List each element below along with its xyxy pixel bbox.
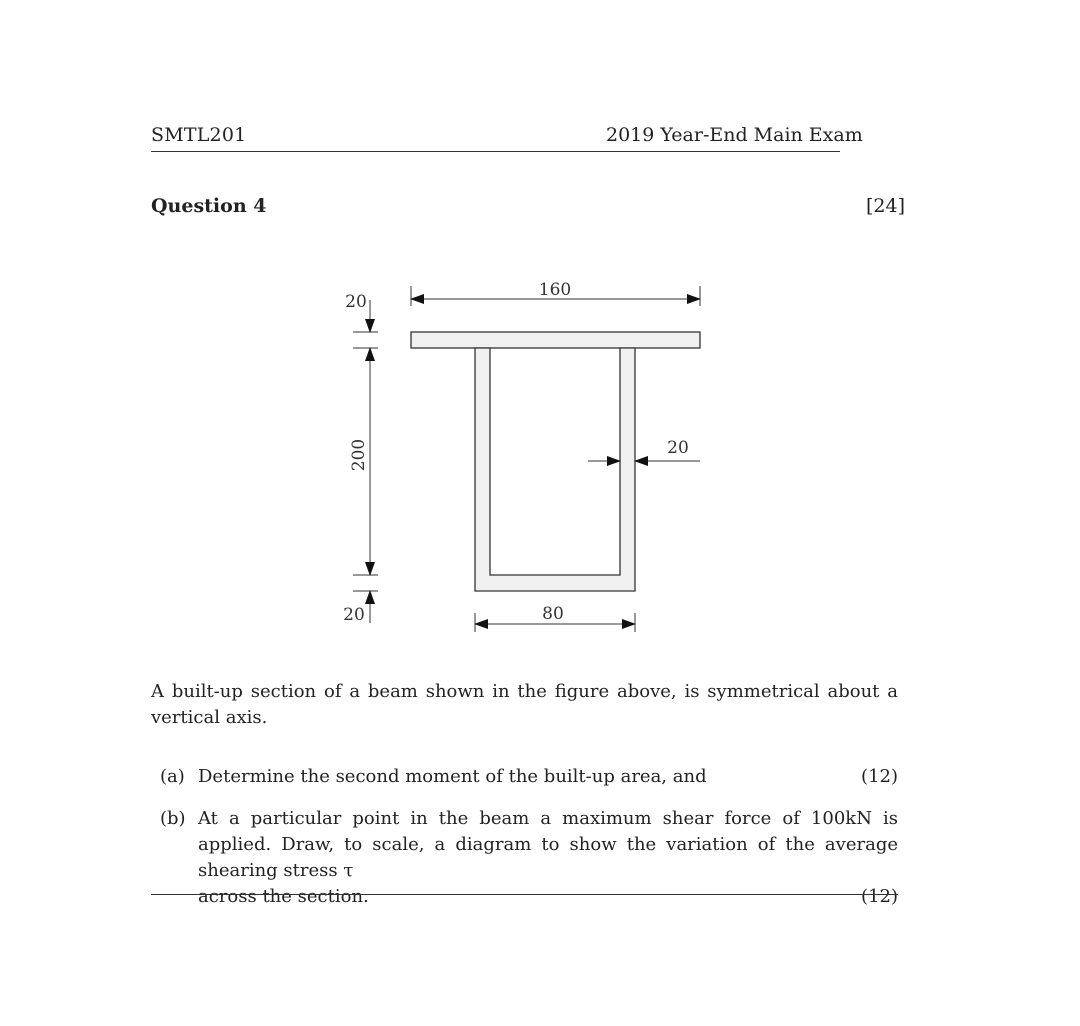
dim-flange-thickness-label: 20 <box>345 292 367 312</box>
dim-wall-thickness-label: 20 <box>667 438 689 458</box>
channel-body <box>475 348 635 591</box>
dim-wall-thickness <box>588 438 700 461</box>
part-a-marks: (12) <box>861 766 898 787</box>
dim-web-height-label: 200 <box>349 438 369 472</box>
part-b-label: (b) <box>160 808 186 829</box>
dim-web-height <box>349 348 378 575</box>
exam-title: 2019 Year-End Main Exam <box>606 124 863 146</box>
part-b-text: At a particular point in the beam a maximum shear force of 100kN is applied. Draw, to scale, a diagram to show the variation of the average shearing stress τ <box>198 808 898 881</box>
part-a <box>160 764 898 790</box>
dim-bottom-width <box>475 604 635 632</box>
dim-bottom-thickness-label: 20 <box>343 605 365 625</box>
dim-flange-thickness <box>345 292 378 348</box>
dim-bottom-width-label: 80 <box>542 604 564 624</box>
question-title: Question 4 <box>151 195 267 217</box>
part-a-text: Determine the second moment of the built-up area, and <box>198 766 707 787</box>
dim-bottom-thickness <box>343 591 378 625</box>
part-b-text-end: across the section. <box>198 886 369 907</box>
top-flange <box>411 332 700 348</box>
question-marks: [24] <box>866 195 906 217</box>
course-code: SMTL201 <box>151 124 247 146</box>
bottom-rule <box>151 894 898 895</box>
question-intro: A built-up section of a beam shown in the figure above, is symmetrical about a vertical axis. <box>151 681 898 728</box>
part-a-label: (a) <box>160 766 185 787</box>
dim-top-width-label: 160 <box>538 280 572 300</box>
part-b-marks: (12) <box>861 886 898 907</box>
dim-top-width <box>411 280 700 306</box>
